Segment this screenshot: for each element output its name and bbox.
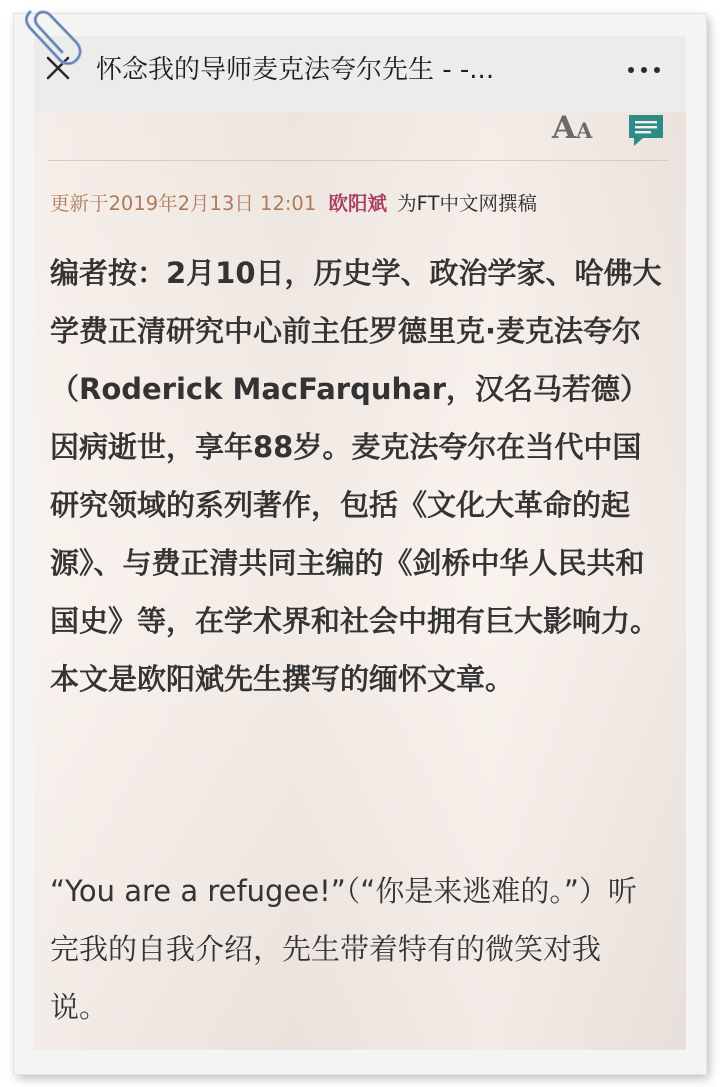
font-size-big-letter: A bbox=[552, 110, 577, 146]
font-size-small-letter: A bbox=[576, 118, 593, 143]
editor-note: 编者按：2月10日，历史学、政治学家、哈佛大学费正清研究中心前主任罗德里克·麦克法夸尔（Roderick MacFarquhar，汉名马若德）因病逝世，享年88岁。麦克法夸尔在当代中国研究领域的系列著作，包括《文化大革命的起源》、与费正清共同主编的《剑桥中华人民共和国史》等，在学术界和社会中拥有巨大影响力。本文是欧阳斌先生撰写的缅怀文章。 bbox=[50, 256, 662, 696]
comment-icon[interactable] bbox=[627, 112, 665, 148]
update-timestamp: 更新于2019年2月13日 12:01 bbox=[50, 192, 317, 215]
more-dots-icon[interactable] bbox=[624, 56, 664, 84]
author-link[interactable]: 欧阳斌 bbox=[328, 192, 387, 215]
article-meta bbox=[50, 186, 680, 222]
font-size-icon[interactable] bbox=[552, 110, 604, 146]
source-label: 为FT中文网撰稿 bbox=[397, 192, 537, 215]
page-title: 怀念我的导师麦克法夸尔先生 - -... bbox=[96, 55, 495, 85]
header-divider bbox=[48, 160, 668, 161]
paperclip-icon bbox=[20, 2, 84, 72]
article-paragraph: “You are a refugee!”（“你是来逃难的。”）听完我的自我介绍，先生带着特有的微笑对我说。 bbox=[50, 874, 637, 1024]
